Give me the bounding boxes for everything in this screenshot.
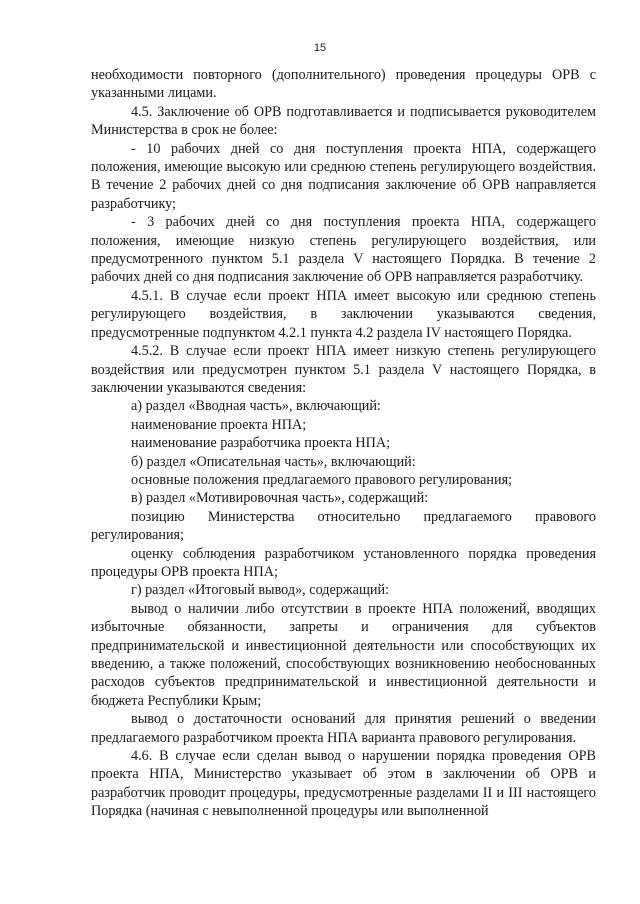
paragraph: вывод о наличии либо отсутствии в проекте НПА положений, вводящих избыточные обязанности, запреты и ограничения для субъектов предпринимательской и инвестиционной деятельности или способствующих их введению, а также положений, способствующих возникновению необоснованных расходов субъектов предпринимательской и инвестиционной деятельности и бюджета Республики Крым;: [91, 600, 596, 709]
paragraph: 4.5.2. В случае если проект НПА имеет низкую степень регулирующего воздействия или предусмотрен пунктом 5.1 раздела V настоящего Порядка, в заключении указываются сведения:: [91, 343, 596, 396]
paragraph: необходимости повторного (дополнительного) проведения процедуры ОРВ с указанными лицами.: [91, 67, 596, 102]
paragraph: основные положения предлагаемого правового регулирования;: [131, 471, 513, 488]
paragraph: 4.6. В случае если сделан вывод о нарушении порядка проведения ОРВ проекта НПА, Министерство указывает об этом в заключении об ОРВ и разработчик проводит процедуры, предусмотренные разделами II и III настоящего Порядка (начиная с невыполненной процедуры или выполненной: [91, 748, 596, 820]
paragraph: - 10 рабочих дней со дня поступления проекта НПА, содержащего положения, имеющие высокую или среднюю степень регулирующего воздействия. В течение 2 рабочих дней со дня подписания заключение об ОРВ направляется разработчику;: [91, 140, 596, 212]
document-body: [91, 66, 596, 821]
paragraph: наименование разработчика проекта НПА;: [131, 435, 391, 452]
paragraph: а) раздел «Вводная часть», включающий:: [131, 398, 381, 415]
paragraph: г) раздел «Итоговый вывод», содержащий:: [131, 582, 390, 599]
paragraph: 4.5.1. В случае если проект НПА имеет высокую или среднюю степень регулирующего воздействия, в заключении указываются сведения, предусмотренные подпунктом 4.2.1 пункта 4.2 раздела IV настоящего Порядка.: [91, 287, 596, 341]
paragraph: позицию Министерства относительно предлагаемого правового регулирования;: [91, 508, 596, 544]
page-number: 15: [313, 42, 327, 54]
paragraph: 4.5. Заключение об ОРВ подготавливается и подписывается руководителем Министерства в срок не более:: [91, 103, 596, 139]
paragraph: оценку соблюдения разработчиком установленного порядка проведения процедуры ОРВ проекта НПА;: [91, 545, 596, 580]
paragraph: - 3 рабочих дней со дня поступления проекта НПА, содержащего положения, имеющие низкую степень регулирующего воздействия, или предусмотренного пунктом 5.1 раздела V настоящего Порядка. В течение 2 рабочих дней со дня подписания заключение об ОРВ направляется разработчику.: [91, 214, 596, 286]
paragraph: в) раздел «Мотивировочная часть», содержащий:: [131, 490, 429, 507]
paragraph: б) раздел «Описательная часть», включающий:: [131, 453, 416, 470]
paragraph: наименование проекта НПА;: [131, 416, 307, 433]
paragraph: вывод о достаточности оснований для принятия решений о введении предлагаемого разработчиком проекта НПА варианта правового регулирования.: [91, 711, 596, 746]
